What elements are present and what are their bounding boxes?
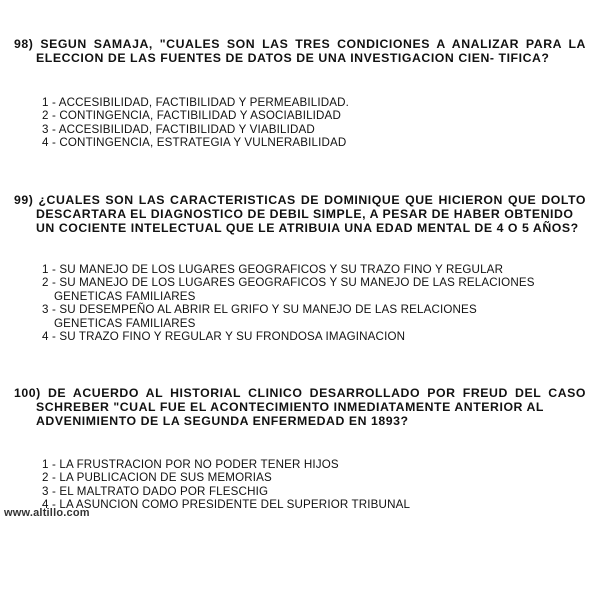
question-100-line-2: SCHREBER "CUAL FUE EL ACONTECIMIENTO INMEDIATAMENTE ANTERIOR AL [36,400,544,414]
question-99-option-2-cont: GENETICAS FAMILIARES [54,289,196,303]
question-98-options [42,96,582,150]
question-100-option-2: 2 - LA PUBLICACION DE SUS MEMORIAS [42,471,272,485]
question-100-line-1: 100) DE ACUERDO AL HISTORIAL CLINICO DESARROLLADO POR FREUD DEL CASO [14,386,586,400]
question-100-option-1: 1 - LA FRUSTRACION POR NO PODER TENER HIJOS [42,458,339,471]
question-98 [14,37,586,65]
question-98-line-1: 98) SEGUN SAMAJA, "CUALES SON LAS TRES CONDICIONES A ANALIZAR PARA LA [14,37,586,51]
question-98-option-1: 1 - ACCESIBILIDAD, FACTIBILIDAD Y PERMEABILIDAD. [42,96,350,109]
question-99-option-3: 3 - SU DESEMPEÑO AL ABRIR EL GRIFO Y SU MANEJO DE LAS RELACIONES [42,303,477,317]
question-98-option-3: 3 - ACCESIBILIDAD, FACTIBILIDAD Y VIABILIDAD [42,122,315,136]
question-98-option-4: 4 - CONTINGENCIA, ESTRATEGIA Y VULNERABILIDAD [42,136,347,150]
question-100 [14,386,586,428]
question-99-option-4: 4 - SU TRAZO FINO Y REGULAR Y SU FRONDOSA IMAGINACION [42,330,406,344]
watermark: www.altillo.com [4,507,90,519]
question-99 [14,193,586,235]
question-100-line-3: ADVENIMIENTO DE LA SEGUNDA ENFERMEDAD EN 1893? [36,414,409,428]
question-100-options [42,458,582,512]
question-99-option-1: 1 - SU MANEJO DE LOS LUGARES GEOGRAFICOS Y SU TRAZO FINO Y REGULAR [42,263,504,276]
question-99-line-1: 99) ¿CUALES SON LAS CARACTERISTICAS DE DOMINIQUE QUE HICIERON QUE DOLTO [14,193,586,207]
question-99-line-3: UN COCIENTE INTELECTUAL QUE LE ATRIBUIA UNA EDAD MENTAL DE 4 O 5 AÑOS? [36,221,579,235]
question-100-option-3: 3 - EL MALTRATO DADO POR FLESCHIG [42,484,269,498]
question-99-option-2: 2 - SU MANEJO DE LOS LUGARES GEOGRAFICOS Y SU MANEJO DE LAS RELACIONES [42,276,535,290]
question-99-option-3-cont: GENETICAS FAMILIARES [54,316,196,330]
question-100-option-4: 4 - LA ASUNCION COMO PRESIDENTE DEL SUPERIOR TRIBUNAL [42,498,411,512]
question-98-option-2: 2 - CONTINGENCIA, FACTIBILIDAD Y ASOCIABILIDAD [42,109,341,123]
question-99-options [42,263,582,343]
question-99-line-2: DESCARTARA EL DIAGNOSTICO DE DEBIL SIMPLE, A PESAR DE HABER OBTENIDO [36,207,574,221]
question-98-line-2: ELECCION DE LAS FUENTES DE DATOS DE UNA INVESTIGACION CIEN- TIFICA? [36,51,550,65]
